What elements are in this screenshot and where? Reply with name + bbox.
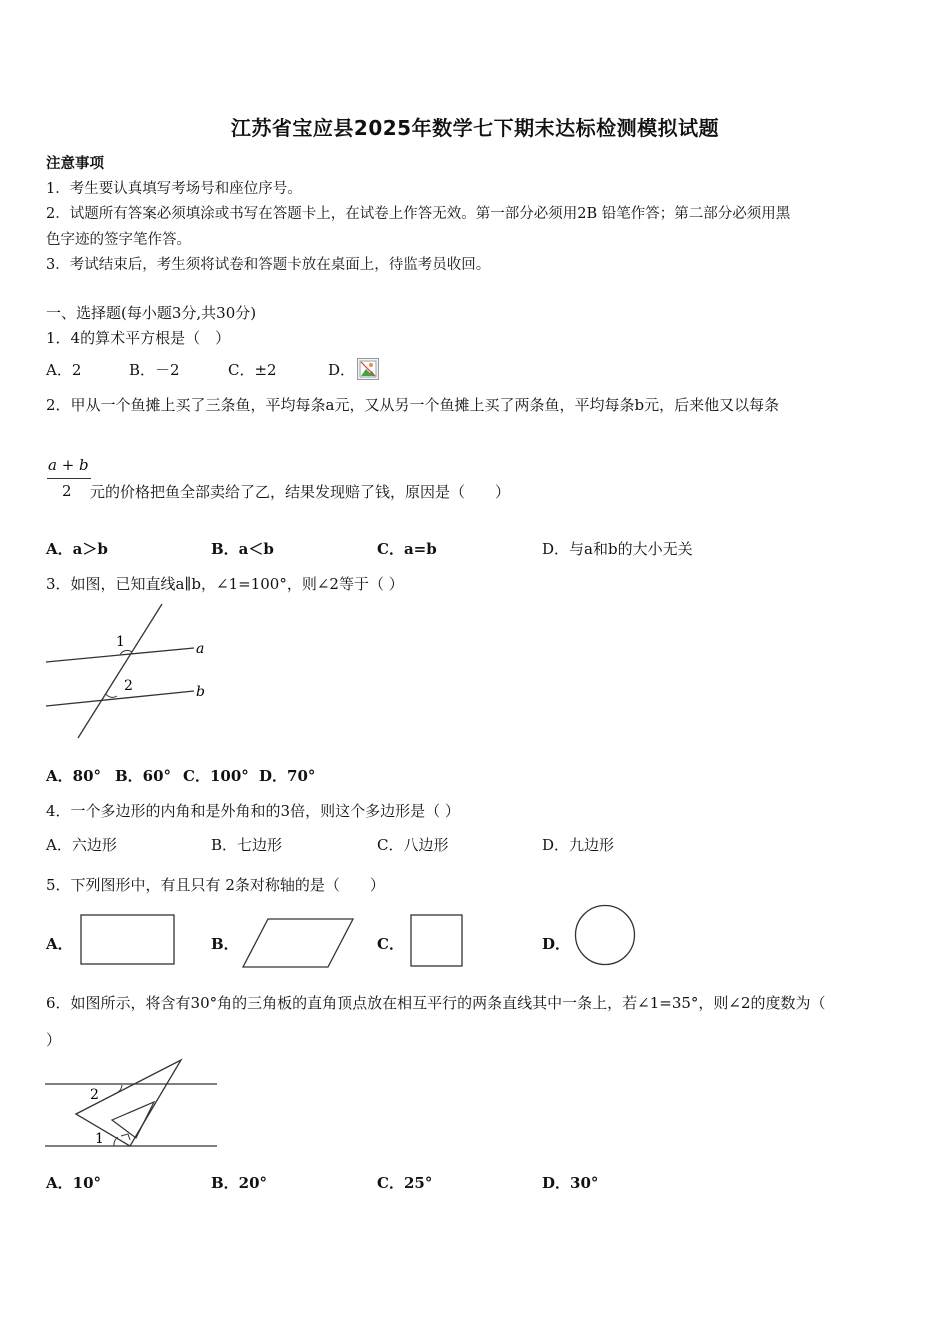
q6-stem-continued: ） [46,1031,62,1049]
q4-option-b: B．七边形 [211,836,283,854]
q2-fraction-denominator: 2 [62,482,72,500]
angle-2-arc [114,1085,122,1094]
line-a-label: a [196,641,205,657]
square-shape [410,914,464,968]
q6-option-b: B．20° [211,1174,268,1192]
angle-1-label: 1 [95,1131,104,1147]
q2-option-a: A．a＞b [46,540,108,558]
q3-option-c: C．100° [183,767,249,785]
q4-option-d: D．九边形 [542,836,615,854]
q6-triangle-figure [44,1056,220,1154]
q4-option-a: A．六边形 [46,836,117,854]
notice-item-1: 1．考生要认真填写考场号和座位序号。 [46,181,302,197]
rectangle-shape [80,914,176,966]
angle-2-label: 2 [124,678,133,694]
q3-parallel-lines-figure [44,600,214,742]
q3-option-d: D．70° [259,767,316,785]
q3-stem: 3．如图，已知直线a∥b，∠1=100°，则∠2等于（ ） [46,575,404,593]
q2-option-c: C．a=b [377,540,437,558]
line-b [46,691,194,706]
angle-2-label: 2 [90,1087,99,1103]
circle-shape [574,904,636,966]
notice-item-2: 2．试题所有答案必须填涂或书写在答题卡上，在试卷上作答无效。第一部分必须用2B 铅笔作答；第二部分必须用黑 [46,206,791,222]
transversal [78,604,162,738]
right-angle-mark [121,1134,130,1140]
q4-stem: 4．一个多边形的内角和是外角和的3倍，则这个多边形是（ ） [46,802,460,820]
q1-stem: 1．4的算术平方根是（ ） [46,329,231,347]
broken-image-icon [357,358,379,380]
q2-option-b: B．a＜b [211,540,274,558]
q1-option-b: B．－2 [129,361,180,379]
section-heading: 一、选择题(每小题3分,共30分) [46,304,257,322]
q5-option-d: D． [542,935,571,953]
line-b-label: b [196,684,205,700]
q5-stem: 5．下列图形中，有且只有 2条对称轴的是（ ） [46,876,385,894]
q5-option-a: A． [46,935,73,953]
q1-option-c: C．±2 [228,361,277,379]
angle-2-arc [106,694,117,697]
q2-fraction-numerator: a + b [48,456,89,474]
q5-option-b: B． [211,935,239,953]
q2-option-d: D．与a和b的大小无关 [542,540,693,558]
q6-stem: 6．如图所示，将含有30°角的三角板的直角顶点放在相互平行的两条直线其中一条上，若∠1=35°，则∠2的度数为（ [46,994,826,1012]
parallelogram-shape [242,917,356,969]
notice-heading: 注意事项 [46,155,104,172]
q1-option-a: A．2 [46,361,82,379]
page-title: 江苏省宝应县2025年数学七下期末达标检测模拟试题 [230,116,720,140]
set-square-inner [112,1102,154,1138]
q5-option-c: C． [377,935,404,953]
q6-option-a: A．10° [46,1174,102,1192]
angle-1-label: 1 [116,634,125,650]
q1-option-d: D． [328,361,356,379]
notice-item-2-cont: 色字迹的签字笔作答。 [46,232,191,248]
q2-stem-continued: 元的价格把鱼全部卖给了乙，结果发现赔了钱，原因是（ ） [90,483,511,501]
q3-option-b: B．60° [115,767,172,785]
q4-option-c: C．八边形 [377,836,449,854]
q3-option-a: A．80° [46,767,102,785]
q2-fraction-bar [47,478,91,479]
q6-option-c: C．25° [377,1174,433,1192]
notice-item-3: 3．考试结束后，考生须将试卷和答题卡放在桌面上，待监考员收回。 [46,257,491,273]
q6-option-d: D．30° [542,1174,599,1192]
q2-stem: 2．甲从一个鱼摊上买了三条鱼，平均每条a元，又从另一个鱼摊上买了两条鱼，平均每条b元，后来他又以每条 [46,396,780,414]
